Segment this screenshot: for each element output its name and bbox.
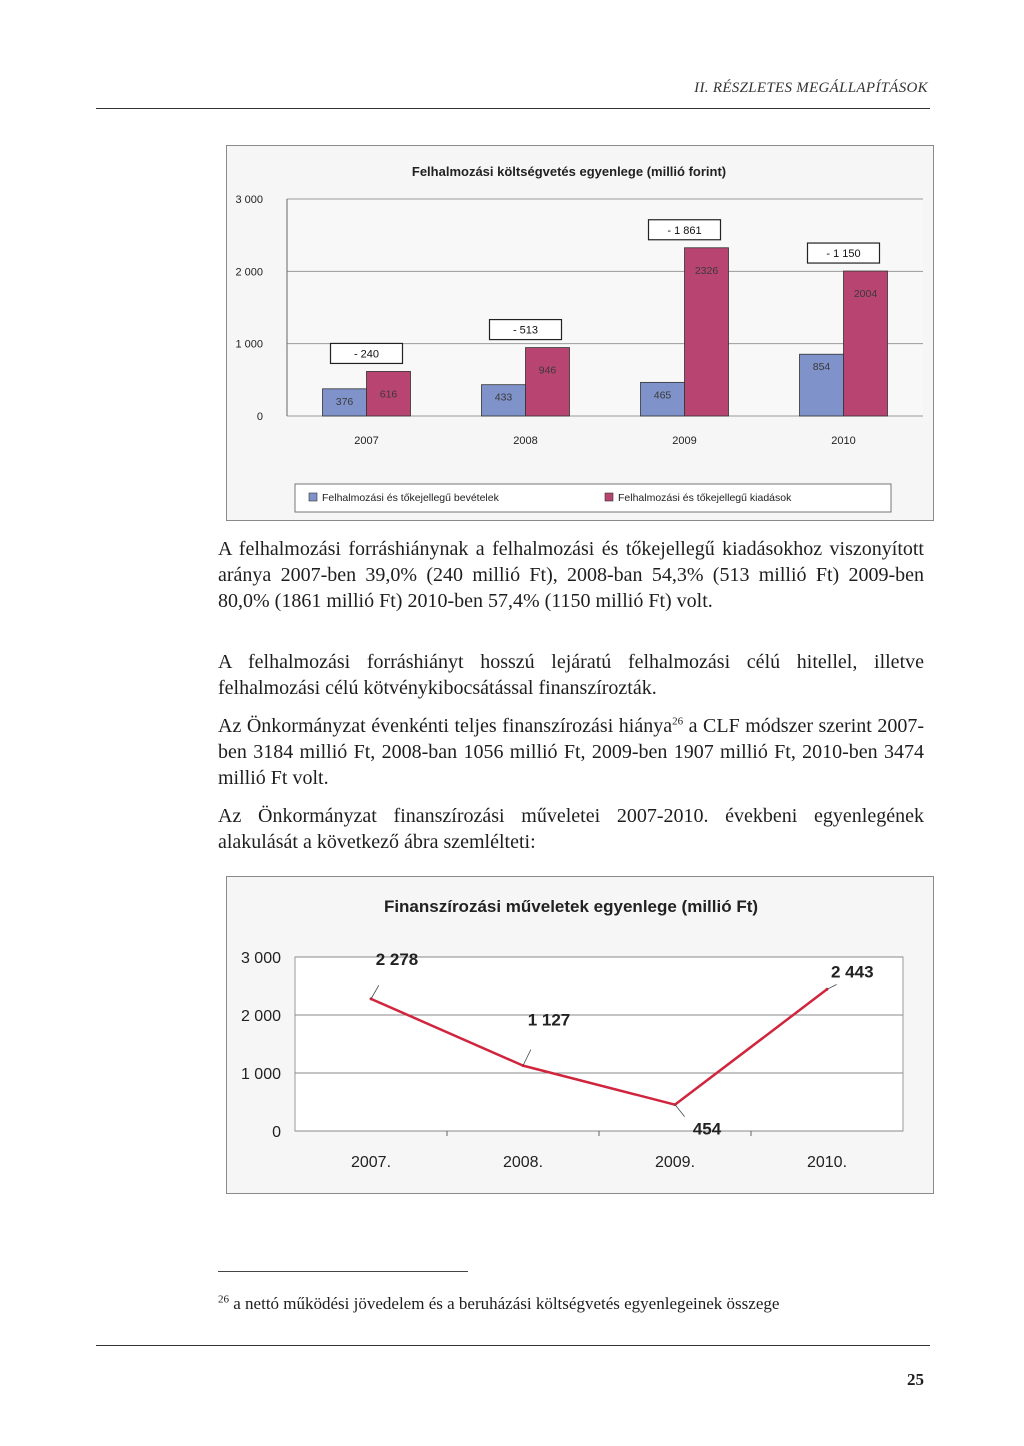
- line-y-tick-label: 1 000: [240, 1066, 281, 1083]
- balance-label: - 1 150: [826, 248, 861, 261]
- balance-label: - 240: [353, 348, 380, 361]
- footnote-rule: [218, 1271, 468, 1272]
- bar-x-category-label: 2010: [831, 435, 856, 447]
- line-plot-area: [295, 957, 903, 1131]
- bar-value-label: 2326: [694, 264, 719, 277]
- legend-swatch: [309, 493, 317, 501]
- capital-budget-bar-svg: [227, 146, 933, 520]
- bar-y-tick-label: 3 000: [235, 194, 263, 206]
- bar-y-tick-label: 2 000: [235, 266, 263, 279]
- bar-value-label: 854: [812, 361, 831, 374]
- line-data-point: [826, 988, 829, 991]
- line-value-label: 2 278: [375, 949, 419, 969]
- legend-swatch: [605, 493, 613, 501]
- bar-x-category-label: 2007: [354, 435, 379, 447]
- paragraph-4: Az Önkormányzat finanszírozási műveletei 2007-2010. évekbeni egyenlegének alakulását a következő ábra szemlélteti:: [218, 805, 924, 853]
- line-x-category-label: 2009.: [654, 1154, 696, 1171]
- line-x-category-label: 2010.: [806, 1154, 848, 1171]
- running-header: II. RÉSZLETES MEGÁLLAPÍTÁSOK: [694, 80, 928, 96]
- paragraph-3-end: a CLF módszer szerint 2007-ben 3184 millió Ft, 2008-ban 1056 millió Ft, 2009-ben 1907 millió Ft, 2010-ben 3474 millió Ft volt.: [218, 715, 925, 789]
- bar-value-label: 465: [653, 389, 672, 402]
- line-x-category-label: 2007.: [350, 1154, 392, 1171]
- line-chart-title: Finanszírozási műveletek egyenlege (millió Ft): [383, 897, 759, 916]
- line-x-category-label: 2008.: [502, 1154, 544, 1171]
- paragraph-3-start: Az Önkormányzat évenkénti teljes finanszírozási hiánya: [218, 715, 673, 737]
- balance-label: - 513: [512, 324, 539, 337]
- paragraph-3: [218, 713, 924, 791]
- footnote-text: a nettó működési jövedelem és a beruházási költségvetés egyenlegeinek összege: [229, 1294, 780, 1313]
- line-value-label: 2 443: [831, 962, 874, 982]
- bar-chart-title: Felhalmozási költségvetés egyenlege (millió forint): [411, 164, 727, 179]
- footnote-ref: 26: [672, 715, 684, 728]
- bar-value-label: 376: [335, 395, 354, 408]
- financing-balance-line-svg: [227, 877, 933, 1193]
- page-number: 25: [907, 1370, 924, 1389]
- paragraph-1: A felhalmozási forráshiánynak a felhalmozási és tőkejellegű kiadásokhoz viszonyított aránya 2007-ben 39,0% (240 millió Ft), 2008-ban 54,3% (513 millió Ft) 2009-ben 80,0% (1861 millió Ft) 2010-ben 57,4% (1150 millió Ft) volt.: [218, 538, 924, 612]
- footnote: [218, 1294, 779, 1314]
- line-value-label: 1 127: [527, 1010, 571, 1030]
- bar-x-category-label: 2008: [513, 435, 538, 447]
- bar-value-label: 946: [538, 364, 557, 377]
- bar-value-label: 616: [379, 388, 398, 401]
- paragraph-2: A felhalmozási forráshiányt hosszú lejáratú felhalmozási célú hitellel, illetve felhalmozási célú kötvénykibocsátással finanszírozták.: [218, 651, 924, 699]
- bar-value-label: 2004: [853, 288, 878, 301]
- legend-label: Felhalmozási és tőkejellegű bevételek: [322, 492, 499, 504]
- financing-balance-chart: [226, 876, 934, 1194]
- bar-chart-legend: [295, 484, 891, 512]
- balance-label: - 1 861: [667, 224, 702, 237]
- line-y-tick-label: 0: [272, 1124, 281, 1141]
- bar-value-label: 433: [494, 391, 513, 404]
- line-y-tick-label: 2 000: [240, 1008, 281, 1025]
- footer-rule: [96, 1345, 930, 1346]
- bar-y-tick-label: 1 000: [235, 338, 263, 351]
- expenditure-bar: [526, 348, 570, 416]
- line-data-point: [522, 1064, 525, 1067]
- bar-x-category-label: 2009: [672, 435, 697, 447]
- header-rule: [96, 108, 930, 109]
- line-y-tick-label: 3 000: [240, 950, 281, 967]
- footnote-number: 26: [218, 1293, 229, 1306]
- bar-y-tick-label: 0: [256, 411, 263, 423]
- capital-budget-chart: [226, 145, 934, 521]
- line-value-label: 454: [692, 1119, 722, 1139]
- legend-label: Felhalmozási és tőkejellegű kiadások: [618, 492, 792, 504]
